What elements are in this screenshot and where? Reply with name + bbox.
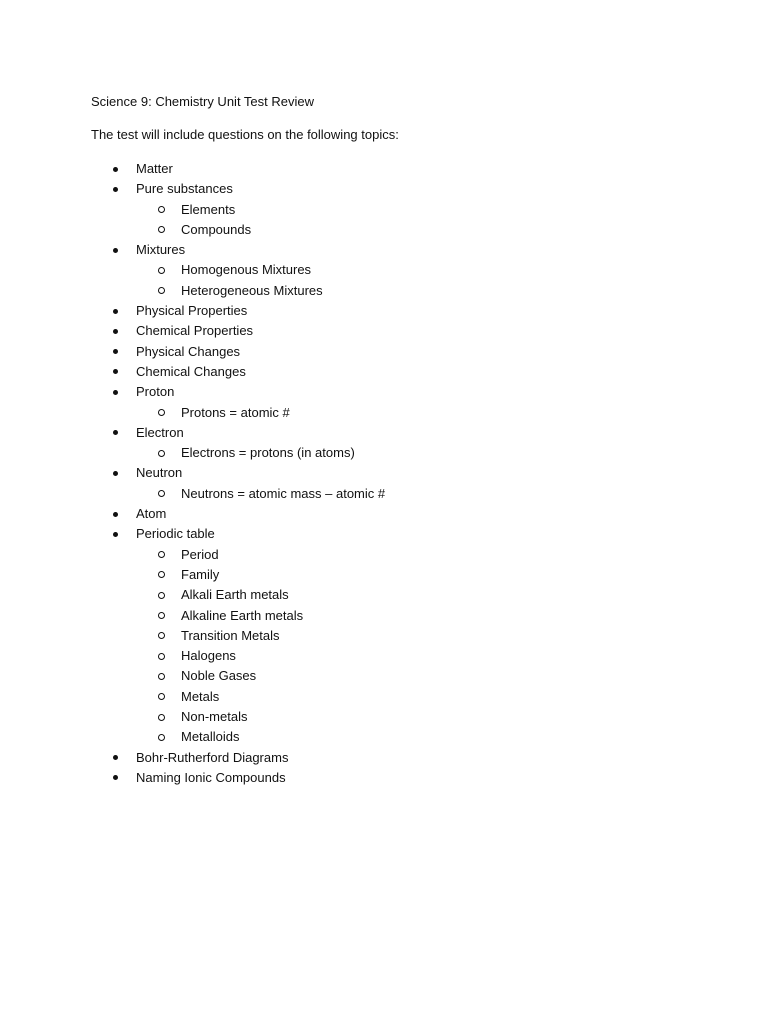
hollow-bullet-icon <box>158 714 165 721</box>
subtopic-item <box>0 200 768 220</box>
bullet-icon <box>113 349 118 354</box>
bullet-icon <box>113 755 118 760</box>
bullet-icon <box>113 167 118 172</box>
subtopic-label: Alkali Earth metals <box>181 587 289 603</box>
hollow-bullet-icon <box>158 551 165 558</box>
bullet-icon <box>113 187 118 192</box>
topic-label: Neutron <box>136 465 183 481</box>
topic-item <box>0 423 768 443</box>
topic-item <box>0 240 768 260</box>
bullet-icon <box>113 390 118 395</box>
subtopic-item <box>0 626 768 646</box>
topic-label: Pure substances <box>136 181 233 197</box>
hollow-bullet-icon <box>158 632 165 639</box>
hollow-bullet-icon <box>158 734 165 741</box>
subtopic-item <box>0 443 768 463</box>
subtopic-item <box>0 585 768 605</box>
subtopic-item <box>0 666 768 686</box>
subtopic-item <box>0 565 768 585</box>
subtopic-label: Noble Gases <box>181 668 257 684</box>
bullet-icon <box>113 775 118 780</box>
topic-item <box>0 504 768 524</box>
topic-label: Chemical Properties <box>136 323 254 339</box>
subtopic-label: Alkaline Earth metals <box>181 607 304 623</box>
subtopic-label: Compounds <box>181 221 252 237</box>
topic-item <box>0 748 768 768</box>
hollow-bullet-icon <box>158 571 165 578</box>
topic-item <box>0 524 768 544</box>
subtopic-item <box>0 260 768 280</box>
hollow-bullet-icon <box>158 267 165 274</box>
document-title: Science 9: Chemistry Unit Test Review <box>91 94 315 109</box>
subtopic-label: Protons = atomic # <box>181 404 290 420</box>
subtopic-label: Electrons = protons (in atoms) <box>181 445 355 461</box>
topic-label: Physical Changes <box>136 343 241 359</box>
document-intro: The test will include questions on the following topics: <box>91 127 399 142</box>
topic-label: Naming Ionic Compounds <box>136 769 286 785</box>
hollow-bullet-icon <box>158 693 165 700</box>
hollow-bullet-icon <box>158 653 165 660</box>
subtopic-label: Halogens <box>181 648 236 664</box>
topic-label: Chemical Changes <box>136 363 246 379</box>
hollow-bullet-icon <box>158 450 165 457</box>
topic-label: Matter <box>136 161 173 176</box>
topic-label: Physical Properties <box>136 303 248 319</box>
subtopic-label: Metals <box>181 688 220 704</box>
hollow-bullet-icon <box>158 612 165 619</box>
topic-item <box>0 179 768 199</box>
subtopic-item <box>0 484 768 504</box>
topic-label: Electron <box>136 424 184 440</box>
topic-item <box>0 768 768 788</box>
subtopic-item <box>0 687 768 707</box>
hollow-bullet-icon <box>158 490 165 497</box>
bullet-icon <box>113 329 118 334</box>
subtopic-label: Metalloids <box>181 729 240 745</box>
subtopic-label: Non-metals <box>181 709 248 725</box>
hollow-bullet-icon <box>158 673 165 680</box>
subtopic-item <box>0 545 768 565</box>
hollow-bullet-icon <box>158 409 165 416</box>
hollow-bullet-icon <box>158 592 165 599</box>
topic-label: Atom <box>136 506 167 522</box>
bullet-icon <box>113 369 118 374</box>
subtopic-item <box>0 727 768 747</box>
topic-list <box>0 159 768 788</box>
bullet-icon <box>113 512 118 517</box>
subtopic-label: Period <box>181 546 219 562</box>
topic-label: Proton <box>136 384 175 400</box>
subtopic-item <box>0 707 768 727</box>
subtopic-label: Neutrons = atomic mass – atomic # <box>181 485 386 501</box>
subtopic-item <box>0 281 768 301</box>
topic-item <box>0 321 768 341</box>
subtopic-label: Family <box>181 566 220 582</box>
topic-item <box>0 342 768 362</box>
bullet-icon <box>113 309 118 314</box>
subtopic-label: Elements <box>181 201 236 217</box>
topic-item <box>0 382 768 402</box>
subtopic-label: Transition Metals <box>181 627 280 643</box>
hollow-bullet-icon <box>158 206 165 213</box>
hollow-bullet-icon <box>158 287 165 294</box>
subtopic-item <box>0 403 768 423</box>
topic-label: Periodic table <box>136 526 215 542</box>
bullet-icon <box>113 248 118 253</box>
topic-label: Mixtures <box>136 242 186 258</box>
topic-item <box>0 301 768 321</box>
topic-label: Bohr-Rutherford Diagrams <box>136 749 289 765</box>
topic-item <box>0 463 768 483</box>
subtopic-item <box>0 220 768 240</box>
topic-item <box>0 159 768 179</box>
bullet-icon <box>113 532 118 537</box>
subtopic-item <box>0 646 768 666</box>
bullet-icon <box>113 430 118 435</box>
subtopic-label: Homogenous Mixtures <box>181 262 312 278</box>
hollow-bullet-icon <box>158 226 165 233</box>
subtopic-item <box>0 606 768 626</box>
subtopic-label: Heterogeneous Mixtures <box>181 282 323 298</box>
bullet-icon <box>113 471 118 476</box>
topic-item <box>0 362 768 382</box>
